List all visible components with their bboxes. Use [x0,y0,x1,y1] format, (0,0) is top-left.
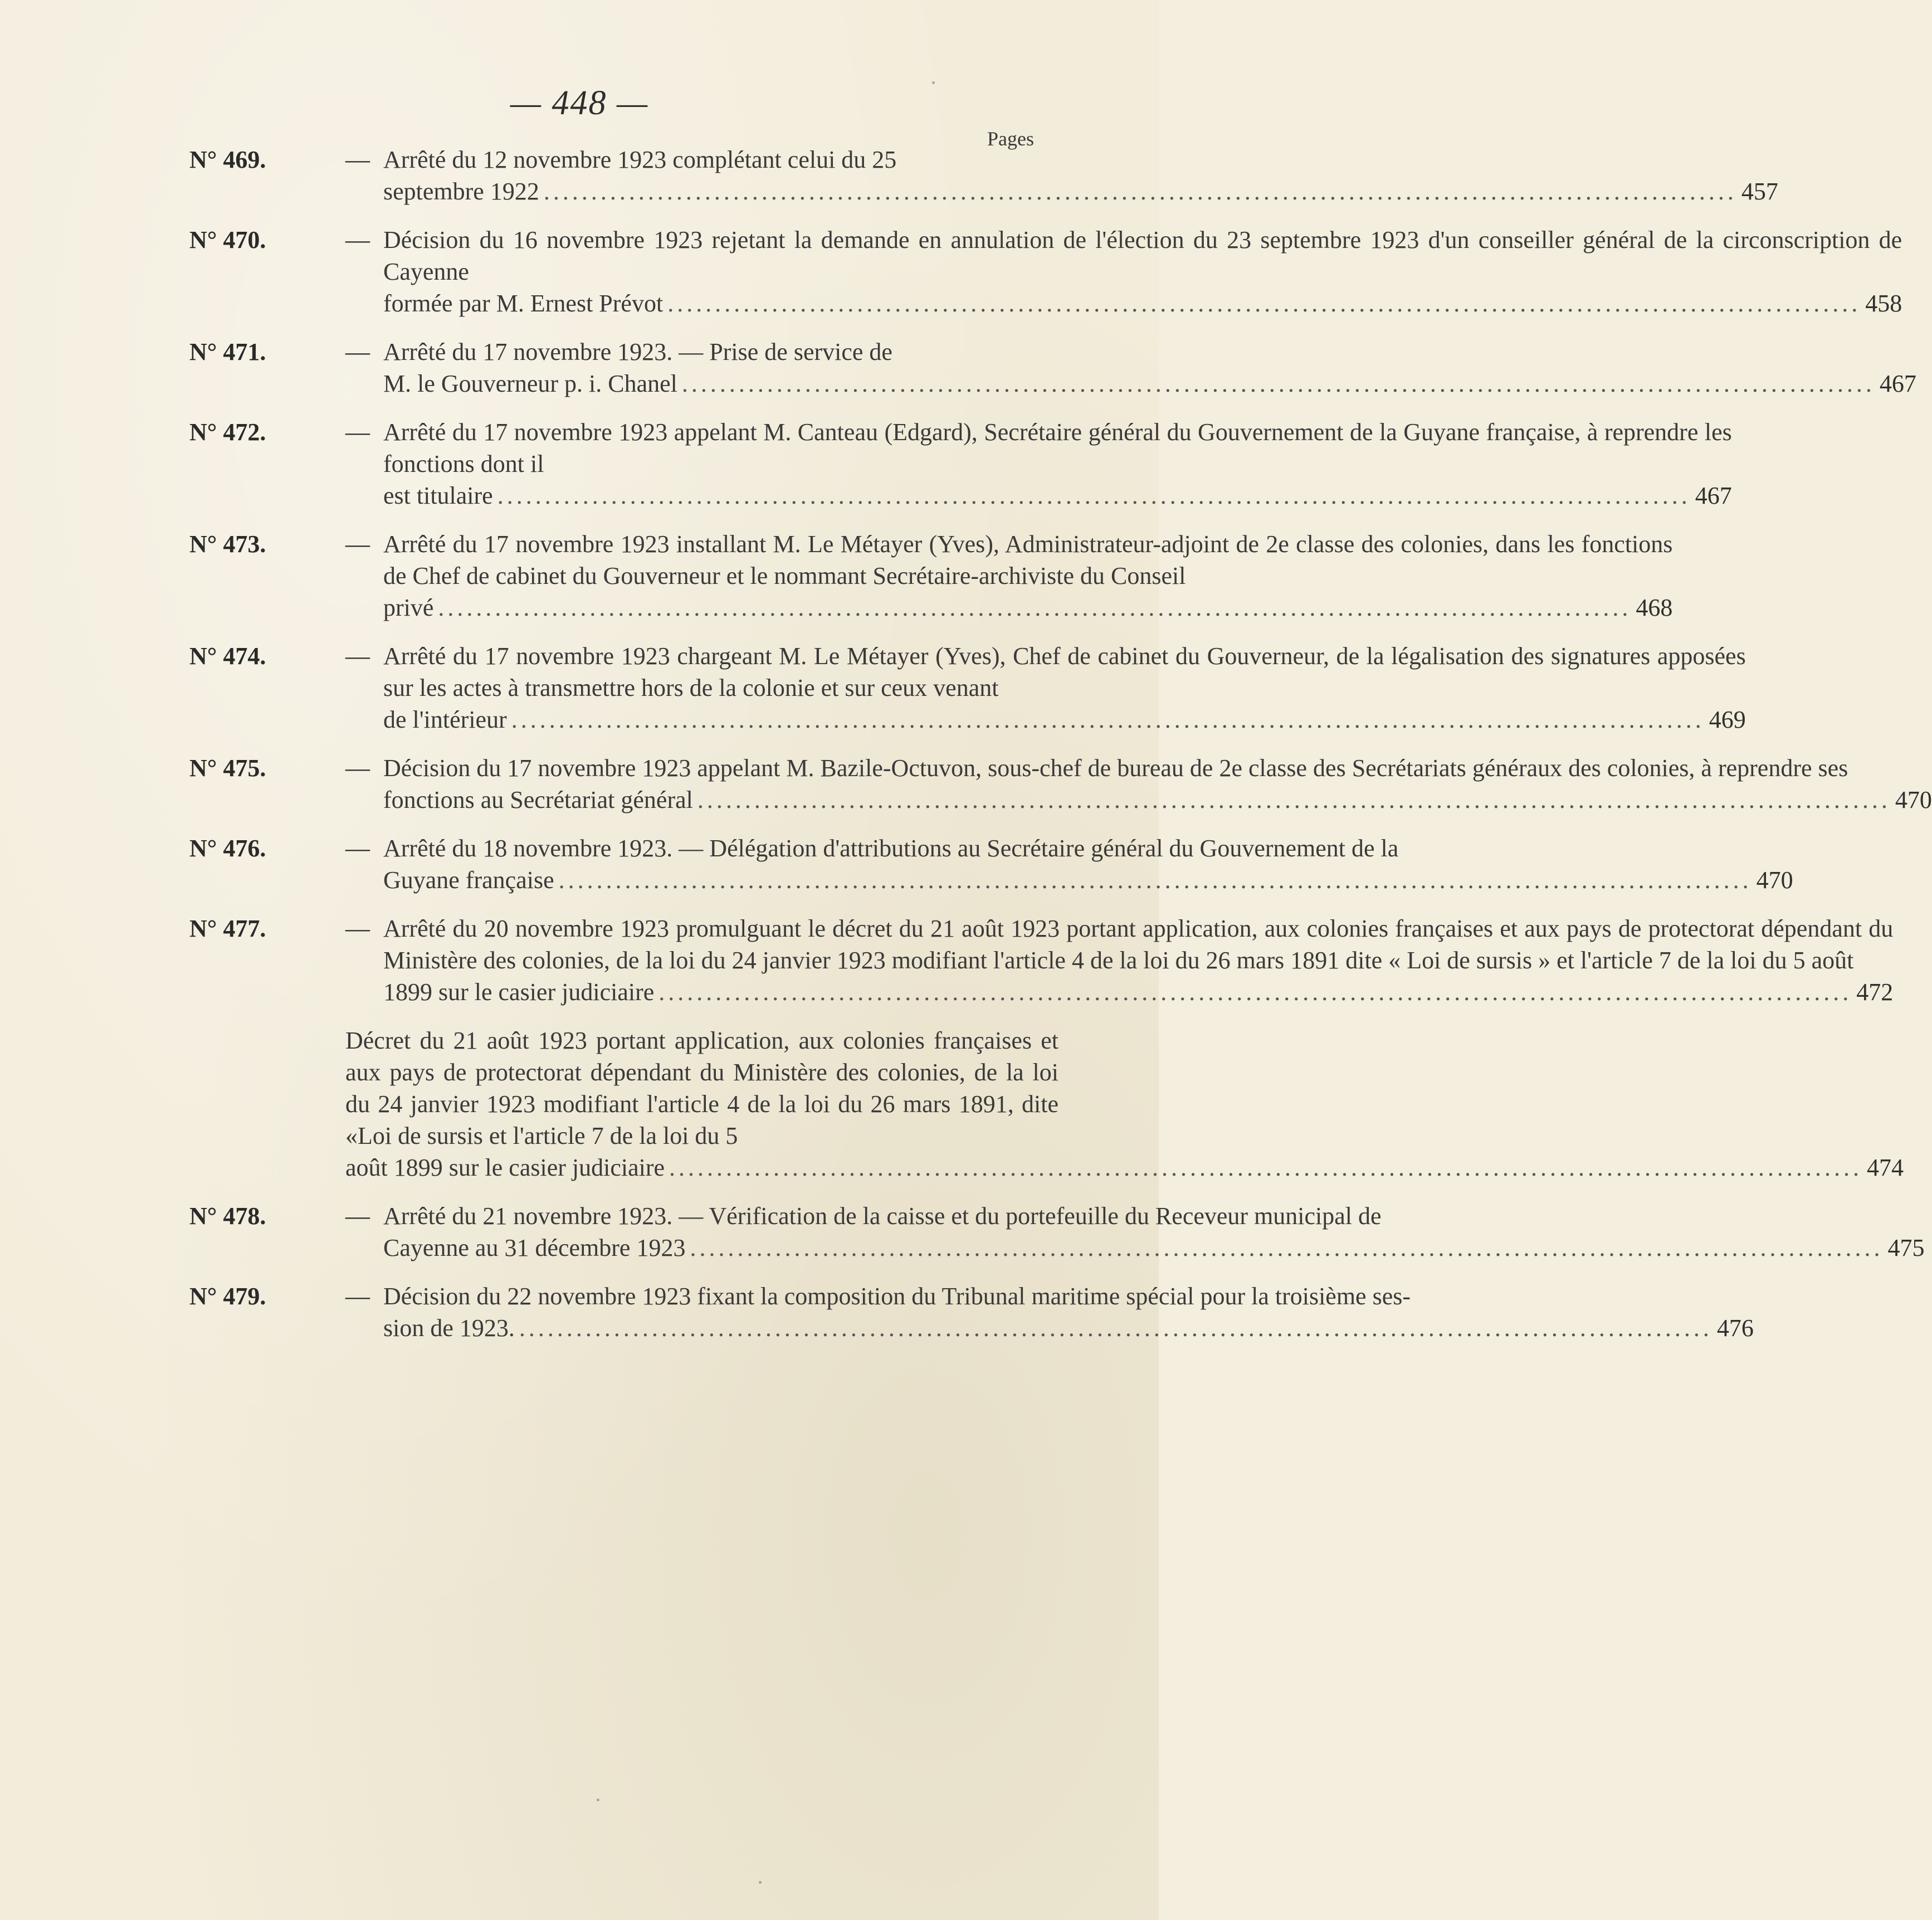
dot-leader: .............................................................................................................................. [438,594,1632,621]
entry-text: Décision du 22 novembre 1923 fixant la composition du Tribunal maritime spécial pour la troisième ses- [383,1283,1411,1310]
entry-leader-line [383,592,1672,623]
entry-leader-line [383,704,1746,735]
entry-479 [189,1280,1754,1344]
dot-leader: .............................................................................................................................. [558,866,1752,894]
entry-473 [189,528,1673,623]
sub-entry-text: Décret du 21 août 1923 portant application, aux colonies françaises et aux pays de protectorat dépendant du Ministère des colonies, de la loi du 24 janvier 1923 modifiant l'article 4 de la loi du 26 mars 1891, dite «Loi de sursis et l'article 7 de la loi du 5 [345,1027,1058,1149]
entry-text: Arrêté du 17 novembre 1923 chargeant M. Le Métayer (Yves), Chef de cabinet du Gouverneur, de la légalisation des signatures apposées sur les actes à transmettre hors de la colonie et sur ceux venant [383,642,1746,701]
entry-text-last: M. le Gouverneur p. i. Chanel [383,370,677,397]
page-reference: 469 [1709,706,1746,733]
entry-text-last: Cayenne au 31 décembre 1923 [383,1234,686,1261]
entry-470 [189,224,1902,319]
sub-entry-text-last: août 1899 sur le casier judiciaire [345,1154,665,1181]
entry-text-last: septembre 1922 [383,178,539,205]
dot-leader: .............................................................................................................................. [681,370,1875,397]
entry-477 [189,913,1894,1008]
dot-leader: .............................................................................................................................. [697,786,1891,813]
entry-number: N° 478. [189,1202,266,1230]
entry-text: Arrêté du 17 novembre 1923 installant M. Le Métayer (Yves), Administrateur-adjoint de 2e classe des colonies, dans les fonctions de Chef de cabinet du Gouverneur et le nommant Secrétaire-archiviste du Conseil [383,530,1673,589]
sub-entry-decret [345,1025,1904,1183]
entry-body [383,640,1746,735]
entry-number: N° 475. [189,754,266,782]
entry-leader-line [383,864,1793,896]
entry-body [383,416,1732,511]
entry-leader-line [383,1312,1754,1344]
page-reference: 470 [1756,866,1793,894]
dot-leader: .............................................................................................................................. [497,482,1691,509]
entry-text-last: de l'intérieur [383,706,507,733]
entry-leader-line [345,1152,1904,1183]
entry-text: Arrêté du 20 novembre 1923 promulguant le décret du 21 août 1923 portant application, aux colonies françaises et aux pays de protectorat dépendant du Ministère des colonies, de la loi du 24 janvier 1923 modifiant l'article 4 de la loi du 26 mars 1891 dite « Loi de sursis » et l'article 7 de la loi du 5 août [383,915,1894,974]
page-reference: 468 [1636,594,1673,621]
page-reference: 476 [1716,1314,1754,1342]
dot-leader: .............................................................................................................................. [658,978,1852,1006]
paper-speck [597,1799,599,1801]
page-reference: 457 [1741,178,1778,205]
entry-body [383,752,1932,816]
entry-475 [189,752,1932,816]
entry-text: Décision du 16 novembre 1923 rejetant la demande en annulation de l'élection du 23 septembre 1923 d'un conseiller général de la circonscription de Cayenne [383,226,1902,285]
entry-leader-line [383,1232,1924,1264]
entry-text-last: sion de 1923. [383,1314,515,1342]
entry-body [383,1200,1924,1264]
entry-body [383,336,1916,399]
entry-dash: — [345,530,370,558]
entry-text-last: formée par M. Ernest Prévot [383,290,663,317]
dot-leader: .............................................................................................................................. [667,290,1861,317]
entry-number: N° 469. [189,146,266,173]
entry-dash: — [345,915,370,942]
entry-text: Arrêté du 17 novembre 1923. — Prise de service de [383,338,892,366]
entry-text-last: fonctions au Secrétariat général [383,786,693,813]
entry-474 [189,640,1746,735]
entry-text: Décision du 17 novembre 1923 appelant M. Bazile-Octuvon, sous-chef de bureau de 2e classe des Secrétariats généraux des colonies, à reprendre ses [383,754,1848,782]
entry-leader-line [383,176,1778,207]
page-reference: 474 [1867,1154,1904,1181]
dot-leader: .............................................................................................................................. [543,178,1737,205]
entry-number: N° 472. [189,418,266,446]
entry-dash: — [345,226,370,254]
page-reference: 467 [1879,370,1916,397]
dot-leader: .............................................................................................................................. [669,1154,1863,1181]
entry-dash: — [345,835,370,862]
page-reference: 472 [1856,978,1894,1006]
dot-leader: .............................................................................................................................. [519,1314,1713,1342]
pages-column-label: Pages [987,128,1034,150]
entry-number: N° 474. [189,642,266,670]
entry-number: N° 476. [189,835,266,862]
entry-number: N° 477. [189,915,266,942]
entry-body [383,224,1902,319]
entry-leader-line [383,368,1916,399]
entry-text-last: Guyane française [383,866,554,894]
entry-478 [189,1200,1925,1264]
entry-leader-line [383,287,1902,319]
entry-number: N° 471. [189,338,266,366]
entry-dash: — [345,418,370,446]
entry-number: N° 470. [189,226,266,254]
entry-dash: — [345,1202,370,1230]
entry-leader-line [383,976,1893,1008]
page-reference: 470 [1895,786,1932,813]
entry-body [383,528,1672,623]
entry-dash: — [345,338,370,366]
entry-body [383,913,1893,1008]
paper-speck [759,1881,762,1884]
entry-number: N° 473. [189,530,266,558]
entry-number: N° 479. [189,1283,266,1310]
entry-text-last: est titulaire [383,482,493,509]
entry-body [383,1280,1754,1344]
page-number: — 448 — [510,84,649,122]
entry-text: Arrêté du 18 novembre 1923. — Délégation d'attributions au Secrétaire général du Gouvernement de la [383,835,1399,862]
entries-list [189,144,1932,1361]
entry-text: Arrêté du 17 novembre 1923 appelant M. Canteau (Edgard), Secrétaire général du Gouvernement de la Guyane française, à reprendre les fonctions dont il [383,418,1732,477]
entry-leader-line [383,480,1732,511]
page-reference: 467 [1695,482,1732,509]
entry-472 [189,416,1732,511]
entry-476 [189,832,1793,896]
entry-text: Arrêté du 12 novembre 1923 complétant celui du 25 [383,146,897,173]
entry-text: Arrêté du 21 novembre 1923. — Vérification de la caisse et du portefeuille du Receveur municipal de [383,1202,1382,1230]
page-reference: 475 [1887,1234,1925,1261]
dot-leader: .............................................................................................................................. [690,1234,1884,1261]
entry-body [383,832,1793,896]
entry-dash: — [345,146,370,173]
entry-471 [189,336,1916,399]
entry-text-last: 1899 sur le casier judiciaire [383,978,655,1006]
entry-469 [189,144,1778,207]
dot-leader: .............................................................................................................................. [511,706,1705,733]
entry-text-last: privé [383,594,434,621]
entry-body [383,144,1778,207]
entry-leader-line [383,784,1932,816]
page-reference: 458 [1865,290,1902,317]
entry-dash: — [345,642,370,670]
entry-dash: — [345,1283,370,1310]
paper-speck [932,81,935,84]
entry-dash: — [345,754,370,782]
